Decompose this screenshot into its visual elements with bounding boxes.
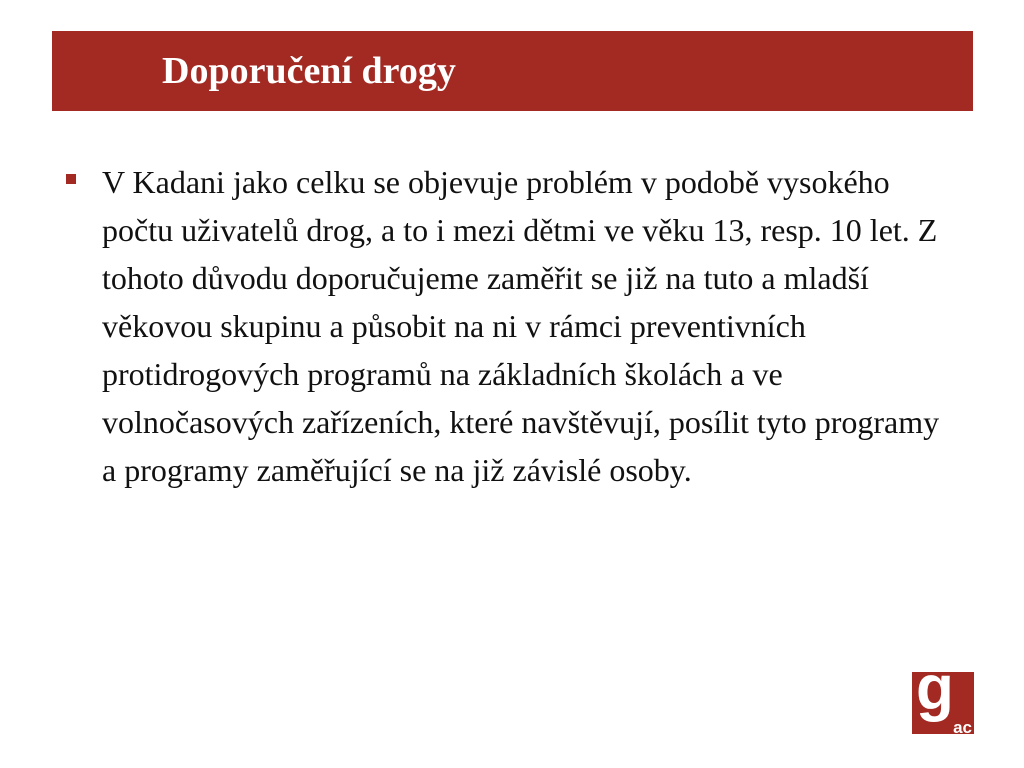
bullet-item xyxy=(66,158,946,494)
bullet-text: V Kadani jako celku se objevuje problém v podobě vysokého počtu uživatelů drog, a to i mezi dětmi ve věku 13, resp. 10 let. Z tohoto důvodu doporučujeme zaměřit se již na tuto a mladší věkovou skupinu a působit na ni v rámci preventivních protidrogových programů na základních školách a ve volnočasových zařízeních, které navštěvují, posílit tyto programy a programy zaměřující se na již závislé osoby. xyxy=(102,164,940,488)
slide-content xyxy=(66,158,946,494)
gac-logo xyxy=(912,672,974,734)
title-bar xyxy=(52,31,973,111)
square-bullet-icon xyxy=(66,174,76,184)
logo-suffix: ac xyxy=(953,718,972,734)
slide-title: Doporučení drogy xyxy=(162,50,456,92)
logo-letter: g xyxy=(916,672,954,723)
